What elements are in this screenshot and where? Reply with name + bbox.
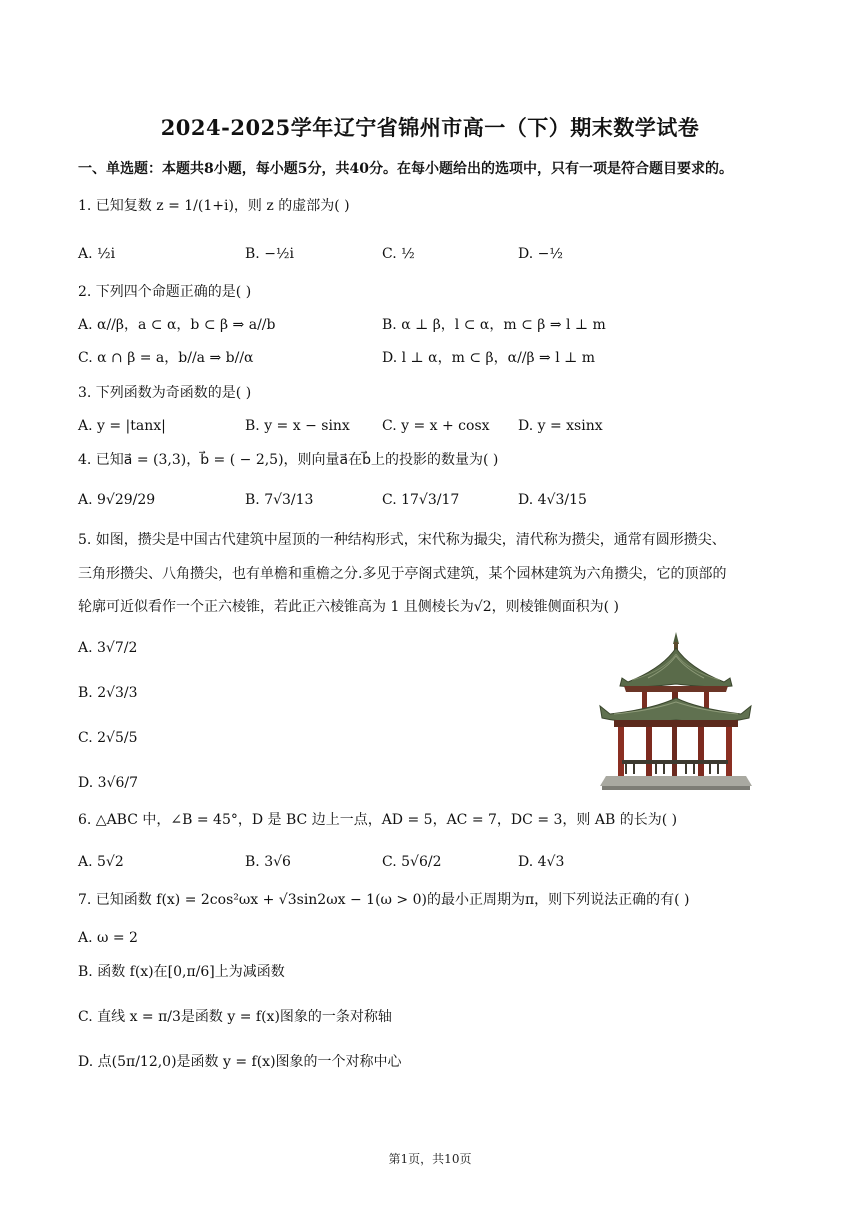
question-5-option-b: B. 2√3/3 (78, 685, 138, 701)
question-5-option-d: D. 3√6/7 (78, 775, 138, 791)
question-7-option-d: D. 点(5π/12,0)是函数 y = f(x)图象的一个对称中心 (78, 1054, 402, 1070)
question-3-stem: 3. 下列函数为奇函数的是( ) (78, 385, 252, 401)
question-7-option-a: A. ω = 2 (78, 930, 138, 946)
question-7-stem: 7. 已知函数 f(x) = 2cos²ωx + √3sin2ωx − 1(ω > 0)的最小正周期为π，则下列说法正确的有( ) (78, 892, 690, 908)
question-6-option-a: A. 5√2 (78, 854, 124, 870)
question-2-option-b: B. α ⊥ β，l ⊂ α，m ⊂ β ⇒ l ⊥ m (382, 317, 606, 333)
question-5-stem-line-1: 5. 如图，攒尖是中国古代建筑中屋顶的一种结构形式，宋代称为撮尖，清代称为攒尖，通常有圆形攒尖、 (78, 532, 726, 548)
question-4-option-a: A. 9√29/29 (78, 492, 156, 508)
question-5-option-c: C. 2√5/5 (78, 730, 138, 746)
question-2-option-a: A. α//β，a ⊂ α，b ⊂ β ⇒ a//b (78, 317, 276, 333)
question-5-stem-line-3: 轮廓可近似看作一个正六棱锥，若此正六棱锥高为 1 且侧棱长为√2，则棱锥侧面积为( ) (78, 599, 620, 615)
question-7-option-b: B. 函数 f(x)在[0,π/6]上为减函数 (78, 964, 285, 980)
question-2-option-d: D. l ⊥ α，m ⊂ β，α//β ⇒ l ⊥ m (382, 350, 596, 366)
question-6-option-c: C. 5√6/2 (382, 854, 442, 870)
question-7-option-c: C. 直线 x = π/3是函数 y = f(x)图象的一条对称轴 (78, 1009, 392, 1025)
question-6-option-d: D. 4√3 (518, 854, 565, 870)
question-6-option-b: B. 3√6 (245, 854, 291, 870)
question-2-option-c: C. α ∩ β = a，b//a ⇒ b//α (78, 350, 254, 366)
pavilion-icon (598, 630, 753, 790)
page-title: 2024-2025学年辽宁省锦州市高一（下）期末数学试卷 (160, 115, 700, 140)
question-1-option-a: A. ½i (78, 246, 116, 262)
question-3-option-c: C. y = x + cosx (382, 418, 490, 434)
question-4-option-b: B. 7√3/13 (245, 492, 314, 508)
question-4-option-d: D. 4√3/15 (518, 492, 587, 508)
section-heading: 一、单选题：本题共8小题，每小题5分，共40分。在每小题给出的选项中，只有一项是符合题目要求的。 (78, 161, 733, 177)
question-5-stem-line-2: 三角形攒尖、八角攒尖，也有单檐和重檐之分.多见于亭阁式建筑，某个园林建筑为六角攒尖，它的顶部的 (78, 566, 727, 582)
question-1-option-d: D. −½ (518, 246, 563, 262)
question-3-option-b: B. y = x − sinx (245, 418, 350, 434)
question-2-stem: 2. 下列四个命题正确的是( ) (78, 284, 252, 300)
question-1-stem: 1. 已知复数 z = 1/(1+i)，则 z 的虚部为( ) (78, 198, 350, 214)
question-6-stem: 6. △ABC 中，∠B = 45°，D 是 BC 边上一点，AD = 5，AC = 7，DC = 3，则 AB 的长为( ) (78, 812, 678, 828)
question-3-option-d: D. y = xsinx (518, 418, 603, 434)
question-4-option-c: C. 17√3/17 (382, 492, 460, 508)
question-5-option-a: A. 3√7/2 (78, 640, 138, 656)
question-1-option-c: C. ½ (382, 246, 415, 262)
page-footer: 第1页，共10页 (388, 1152, 472, 1166)
question-3-option-a: A. y = |tanx| (78, 418, 166, 434)
question-4-stem: 4. 已知a⃗ = (3,3)，b⃗ = ( − 2,5)，则向量a⃗在b⃗上的投影的数量为( ) (78, 452, 499, 468)
question-1-option-b: B. −½i (245, 246, 294, 262)
